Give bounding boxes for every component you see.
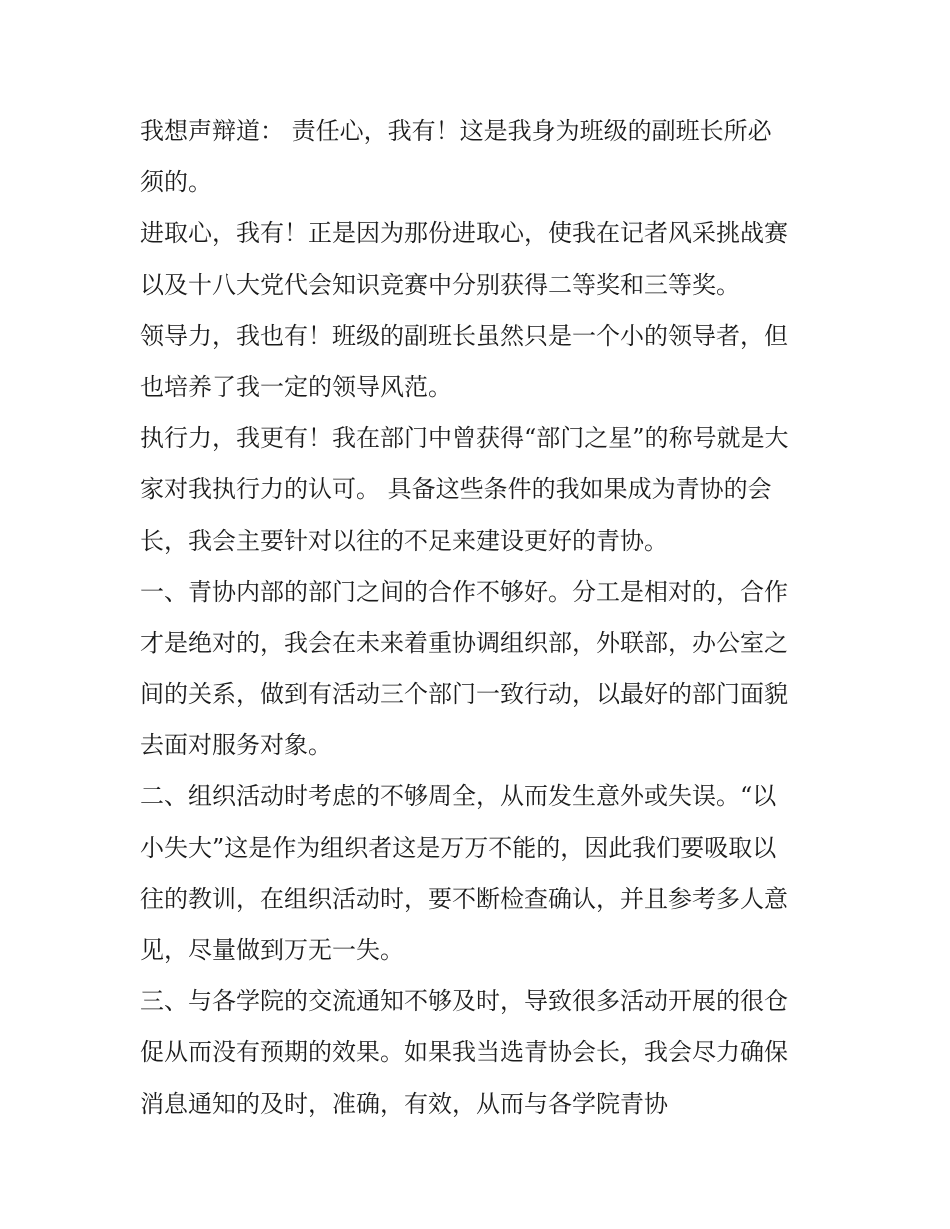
text-line: 以及十八大党代会知识竞赛中分别获得二等奖和三等奖。: [140, 270, 740, 299]
text-line: 去面对服务对象。: [140, 731, 332, 760]
text-line: 才是绝对的，我会在未来着重协调组织部，外联部，办公室之: [140, 628, 788, 657]
text-line: 我想声辩道： 责任心，我有！这是我身为班级的副班长所必: [140, 117, 772, 145]
text-line: 见，尽量做到万无一失。: [140, 936, 404, 964]
text-line: 长，我会主要针对以往的不足来建设更好的青协。: [140, 526, 668, 555]
text-line: 领导力，我也有！班级的副班长虽然只是一个小的领导者，但: [140, 321, 788, 350]
text-line: 也培养了我一定的领导风范。: [140, 372, 452, 401]
text-line: 三、与各学院的交流通知不够及时，导致很多活动开展的很仓: [140, 987, 788, 1016]
text-line: 促从而没有预期的效果。如果我当选青协会长，我会尽力确保: [140, 1038, 788, 1067]
text-line: 须的。: [140, 168, 212, 197]
text-line: 间的关系，做到有活动三个部门一致行动，以最好的部门面貌: [140, 680, 788, 709]
text-line: 二、组织活动时考虑的不够周全，从而发生意外或失误。“以: [140, 782, 777, 811]
text-line: 一、青协内部的部门之间的合作不够好。分工是相对的，合作: [140, 577, 788, 606]
text-line: 家对我执行力的认可。 具备这些条件的我如果成为青协的会: [140, 475, 772, 504]
text-line: 小失大”这是作为组织者这是万万不能的，因此我们要吸取以: [140, 833, 777, 862]
text-line: 往的教训，在组织活动时，要不断检查确认，并且参考多人意: [140, 884, 788, 913]
text-line: 执行力，我更有！我在部门中曾获得“部门之星”的称号就是大: [140, 424, 789, 453]
text-line: 进取心，我有！正是因为那份进取心，使我在记者风采挑战赛: [140, 219, 788, 248]
text-line: 消息通知的及时，准确，有效，从而与各学院青协: [140, 1089, 668, 1118]
body-text: [140, 106, 820, 1130]
